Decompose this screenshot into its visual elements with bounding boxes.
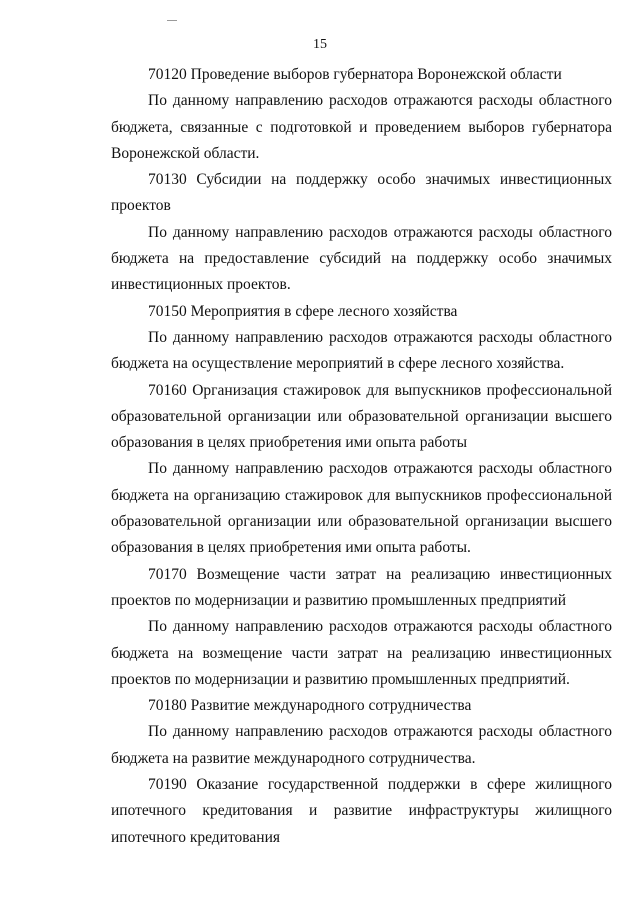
document-body xyxy=(111,62,612,851)
paragraph-70150-description: По данному направлению расходов отражаются расходы областного бюджета на осуществление мероприятий в сфере лесного хозяйства. xyxy=(111,328,612,373)
page-number: 15 xyxy=(313,37,327,52)
paragraph-70180-description: По данному направлению расходов отражаются расходы областного бюджета на развитие международного сотрудничества. xyxy=(111,723,612,767)
heading-70190: 70190 Оказание государственной поддержки в сфере жилищного ипотечного кредитования и развитие инфраструктуры жилищного ипотечного кредитования xyxy=(111,776,612,846)
paragraph-70170-description: По данному направлению расходов отражаются расходы областного бюджета на возмещение части затрат на реализацию инвестиционных проектов по модернизации и развитию промышленных предприятий. xyxy=(111,618,612,688)
heading-70160: 70160 Организация стажировок для выпускников профессиональной образовательной организации или образовательной организации высшего образования в целях приобретения ими опыта работы xyxy=(111,381,612,452)
paragraph-70120-description: По данному направлению расходов отражаются расходы областного бюджета, связанные с подготовкой и проведением выборов губернатора Воронежской области. xyxy=(111,92,612,162)
paragraph-70130-description: По данному направлению расходов отражаются расходы областного бюджета на предоставление субсидий на поддержку особо значимых инвестиционных проектов. xyxy=(111,223,612,294)
heading-70180: 70180 Развитие международного сотрудничества xyxy=(148,697,472,715)
heading-70120: 70120 Проведение выборов губернатора Воронежской области xyxy=(148,66,562,83)
heading-70170: 70170 Возмещение части затрат на реализацию инвестиционных проектов по модернизации и развитию промышленных предприятий xyxy=(111,565,612,609)
heading-70130: 70130 Субсидии на поддержку особо значимых инвестиционных проектов xyxy=(111,171,612,215)
heading-70150: 70150 Мероприятия в сфере лесного хозяйства xyxy=(148,302,458,320)
paragraph-70160-description: По данному направлению расходов отражаются расходы областного бюджета на организацию стажировок для выпускников профессиональной образовательной организации или образовательной организации высшего образования в целях приобретения ими опыта работы. xyxy=(111,460,612,557)
scan-artifact-mark xyxy=(167,20,177,21)
